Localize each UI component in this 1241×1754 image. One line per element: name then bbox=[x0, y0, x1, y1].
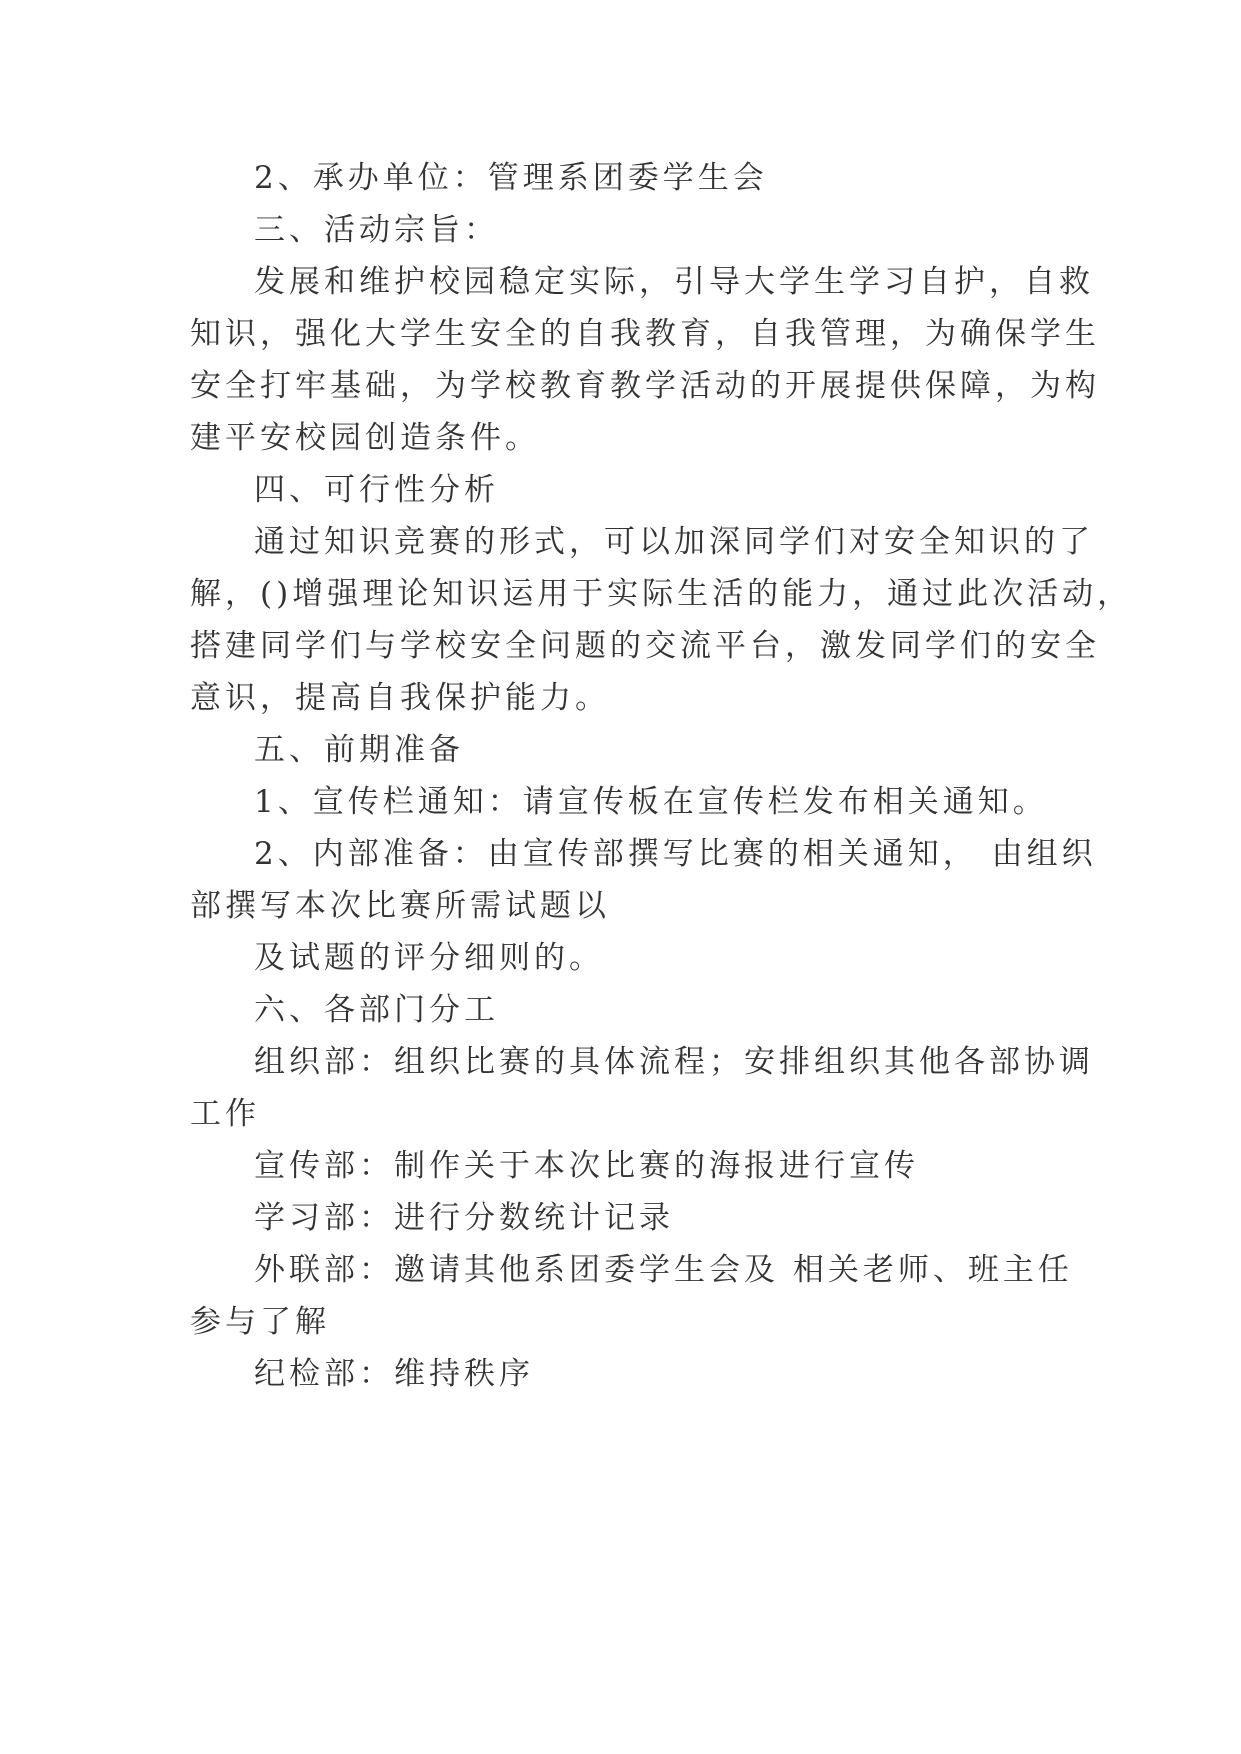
department-duty-continuation: 参与了解 bbox=[190, 1304, 330, 1340]
department-duty: 纪检部：维持秩序 bbox=[254, 1356, 534, 1392]
paragraph-line: 建平安校园创造条件。 bbox=[190, 420, 540, 456]
section-heading-preparation: 五、前期准备 bbox=[254, 732, 464, 768]
section-heading-division: 六、各部门分工 bbox=[254, 992, 499, 1028]
paragraph-line: 意识，提高自我保护能力。 bbox=[190, 680, 610, 716]
list-item-continuation: 及试题的评分细则的。 bbox=[254, 940, 604, 976]
paragraph-line: 解，()增强理论知识运用于实际生活的能力，通过此次活动， bbox=[190, 576, 1133, 612]
paragraph-line: 安全打牢基础，为学校教育教学活动的开展提供保障，为构 bbox=[190, 368, 1100, 404]
section-heading-purpose: 三、活动宗旨： bbox=[254, 212, 499, 248]
paragraph-line: 发展和维护校园稳定实际，引导大学生学习自护，自救 bbox=[254, 264, 1094, 300]
organizer-line: 2、承办单位：管理系团委学生会 bbox=[254, 160, 768, 196]
department-duty-continuation: 工作 bbox=[190, 1096, 260, 1132]
department-duty: 外联部：邀请其他系团委学生会及 相关老师、班主任 bbox=[254, 1252, 1073, 1288]
department-duty: 学习部：进行分数统计记录 bbox=[254, 1200, 674, 1236]
list-item-continuation: 部撰写本次比赛所需试题以 bbox=[190, 888, 610, 924]
department-duty: 组织部：组织比赛的具体流程；安排组织其他各部协调 bbox=[254, 1044, 1094, 1080]
section-heading-feasibility: 四、可行性分析 bbox=[254, 472, 499, 508]
paragraph-line: 通过知识竞赛的形式，可以加深同学们对安全知识的了 bbox=[254, 524, 1094, 560]
paragraph-line: 知识，强化大学生安全的自我教育，自我管理，为确保学生 bbox=[190, 316, 1100, 352]
list-item: 2、内部准备：由宣传部撰写比赛的相关通知， 由组织 bbox=[254, 836, 1097, 872]
paragraph-line: 搭建同学们与学校安全问题的交流平台，激发同学们的安全 bbox=[190, 628, 1100, 664]
list-item: 1、宣传栏通知：请宣传板在宣传栏发布相关通知。 bbox=[254, 784, 1048, 820]
department-duty: 宣传部：制作关于本次比赛的海报进行宣传 bbox=[254, 1148, 919, 1184]
